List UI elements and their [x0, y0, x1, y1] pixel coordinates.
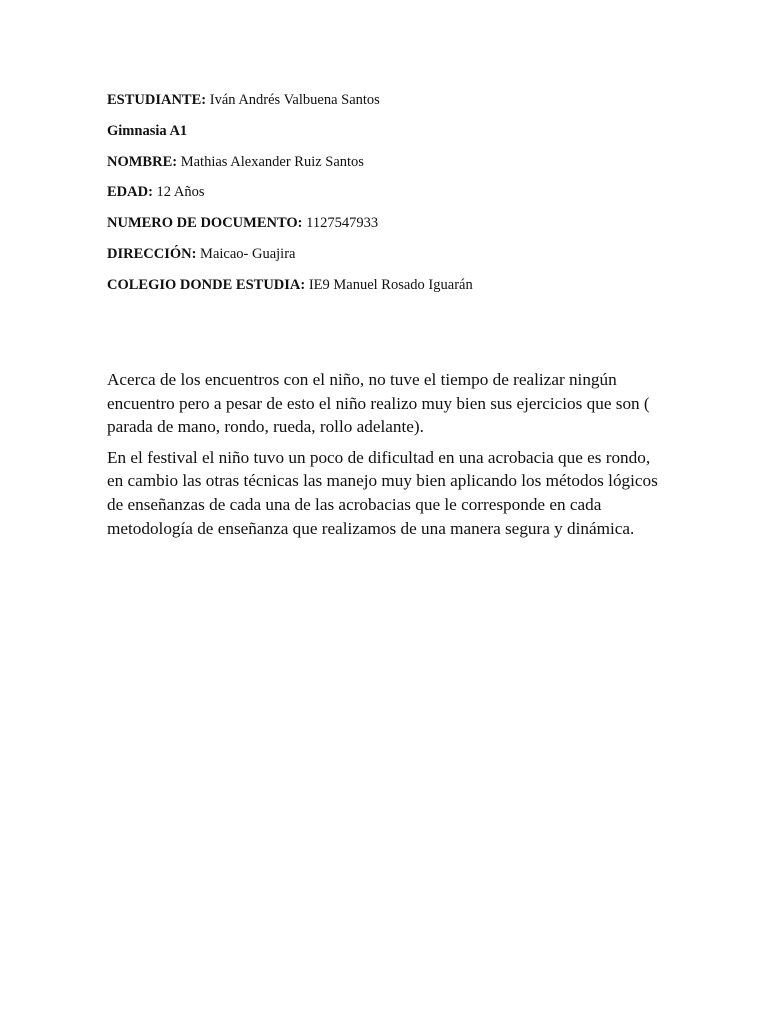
- school-field: [107, 276, 707, 294]
- name-label: NOMBRE:: [107, 153, 178, 170]
- paragraph-encounters: Acerca de los encuentros con el niño, no tuve el tiempo de realizar ningún encuentro pero a pesar de esto el niño realizo muy bien sus ejercicios que son ( parada de mano, rondo, rueda, rollo adelante).: [107, 370, 650, 437]
- document-number-value: 1127547933: [302, 215, 379, 232]
- paragraph-festival: En el festival el niño tuvo un poco de dificultad en una acrobacia que es rondo, en cambio las otras técnicas las manejo muy bien aplicando los métodos lógicos de enseñanzas de cada una de las acrobacias que le corresponde en cada metodología de enseñanza que realizamos de una manera segura y dinámica.: [107, 447, 658, 538]
- student-value: Iván Andrés Valbuena Santos: [206, 92, 380, 108]
- address-label: DIRECCIÓN:: [107, 245, 197, 262]
- document-number-field: [107, 214, 707, 232]
- name-value: Mathias Alexander Ruiz Santos: [177, 153, 364, 170]
- document-number-label: NUMERO DE DOCUMENTO:: [107, 215, 303, 232]
- student-field: [107, 91, 707, 109]
- course-label: Gimnasia A1: [107, 122, 188, 139]
- report-body: [107, 368, 667, 547]
- age-field: [107, 183, 707, 201]
- address-field: [107, 245, 707, 263]
- name-field: [107, 153, 707, 171]
- course-field: [107, 122, 707, 140]
- school-label: COLEGIO DONDE ESTUDIA:: [107, 276, 306, 293]
- age-value: 12 Años: [152, 184, 205, 201]
- age-label: EDAD:: [107, 184, 153, 201]
- student-info-block: [107, 91, 707, 307]
- student-label: ESTUDIANTE:: [107, 92, 207, 108]
- school-value: IE9 Manuel Rosado Iguarán: [305, 276, 473, 293]
- address-value: Maicao- Guajira: [196, 245, 296, 262]
